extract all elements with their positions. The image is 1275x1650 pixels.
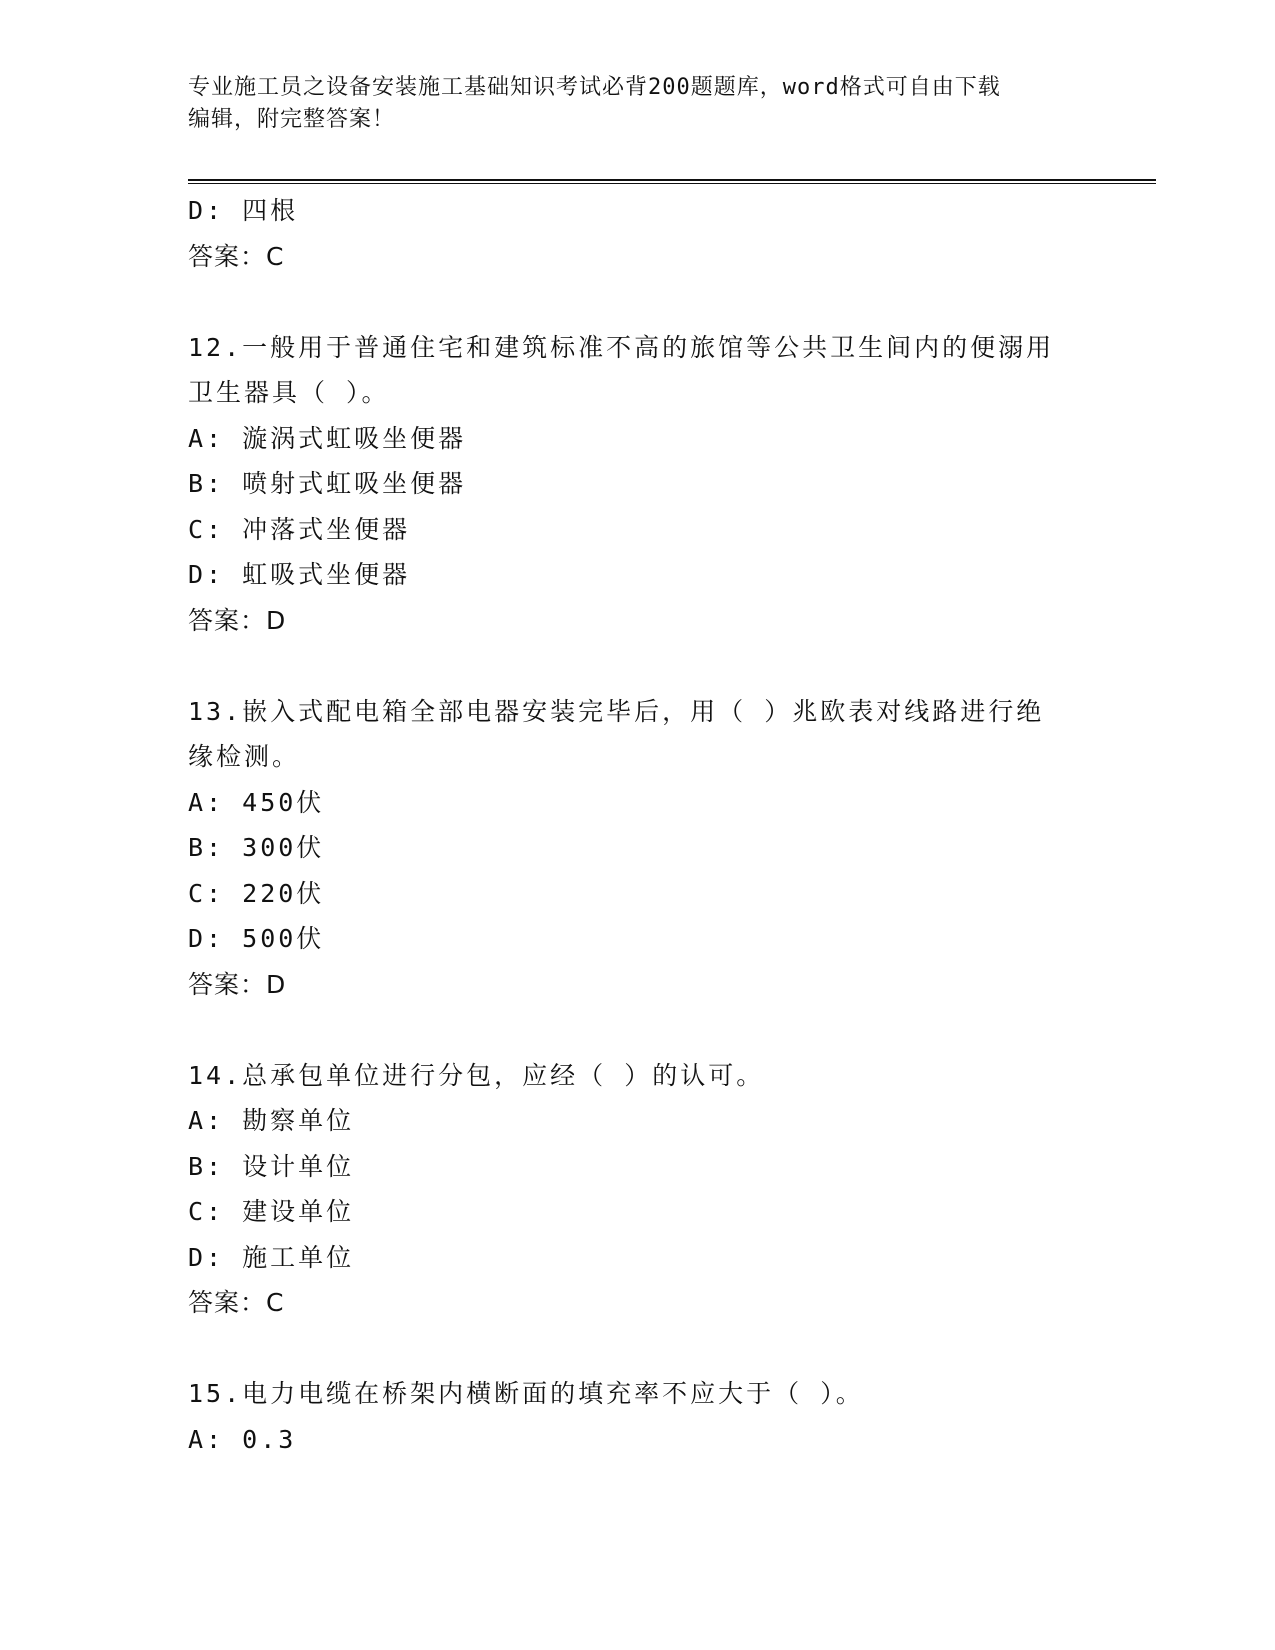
previous-question-tail bbox=[188, 188, 1088, 279]
answer-line: 答案：D bbox=[188, 605, 287, 635]
answer-line: 答案：D bbox=[188, 969, 287, 999]
option-d: D: 500伏 bbox=[188, 924, 325, 953]
header-divider-thick bbox=[188, 179, 1156, 181]
header-line-2: 编辑，附完整答案！ bbox=[188, 107, 396, 132]
spacer bbox=[188, 1326, 1088, 1372]
option-d: D: 施工单位 bbox=[188, 1242, 355, 1272]
option-b: B: 300伏 bbox=[188, 833, 325, 862]
option-d: D: 虹吸式坐便器 bbox=[188, 560, 411, 589]
header-line-1: 专业施工员之设备安装施工基础知识考试必背200题题库，word格式可自由下载 bbox=[188, 75, 1001, 100]
spacer bbox=[188, 643, 1088, 689]
question-stem: 12.一般用于普通住宅和建筑标准不高的旅馆等公共卫生间内的便溺用 bbox=[188, 332, 1055, 362]
question-15 bbox=[188, 1371, 1088, 1462]
answer-line: 答案：C bbox=[188, 1288, 285, 1317]
question-stem: 13.嵌入式配电箱全部电器安装完毕后，用（ ）兆欧表对线路进行绝 bbox=[188, 696, 1045, 726]
option-b: B: 喷射式虹吸坐便器 bbox=[188, 469, 467, 498]
spacer bbox=[188, 1007, 1088, 1053]
answer-line: 答案：C bbox=[188, 241, 285, 271]
question-12 bbox=[188, 325, 1088, 644]
question-list bbox=[188, 188, 1088, 1462]
option-b: B: 设计单位 bbox=[188, 1151, 355, 1181]
option-c: C: 建设单位 bbox=[188, 1197, 355, 1226]
document-header bbox=[188, 72, 1068, 136]
option-c: C: 220伏 bbox=[188, 878, 325, 908]
question-stem: 14.总承包单位进行分包，应经（ ）的认可。 bbox=[188, 1060, 765, 1090]
question-stem: 15.电力电缆在桥架内横断面的填充率不应大于（ ）。 bbox=[188, 1379, 864, 1408]
spacer bbox=[188, 279, 1088, 325]
question-stem-continued: 缘检测。 bbox=[188, 742, 301, 771]
question-stem-continued: 卫生器具（ ）。 bbox=[188, 378, 390, 407]
question-13 bbox=[188, 689, 1088, 1008]
header-divider-thin bbox=[188, 183, 1156, 184]
option-a: A: 450伏 bbox=[188, 787, 325, 817]
option-a: A: 漩涡式虹吸坐便器 bbox=[188, 423, 467, 453]
option-a: A: 勘察单位 bbox=[188, 1106, 355, 1135]
question-14 bbox=[188, 1053, 1088, 1326]
option-a: A: 0.3 bbox=[188, 1424, 297, 1454]
option-d: D: 四根 bbox=[188, 196, 299, 225]
option-c: C: 冲落式坐便器 bbox=[188, 514, 411, 544]
